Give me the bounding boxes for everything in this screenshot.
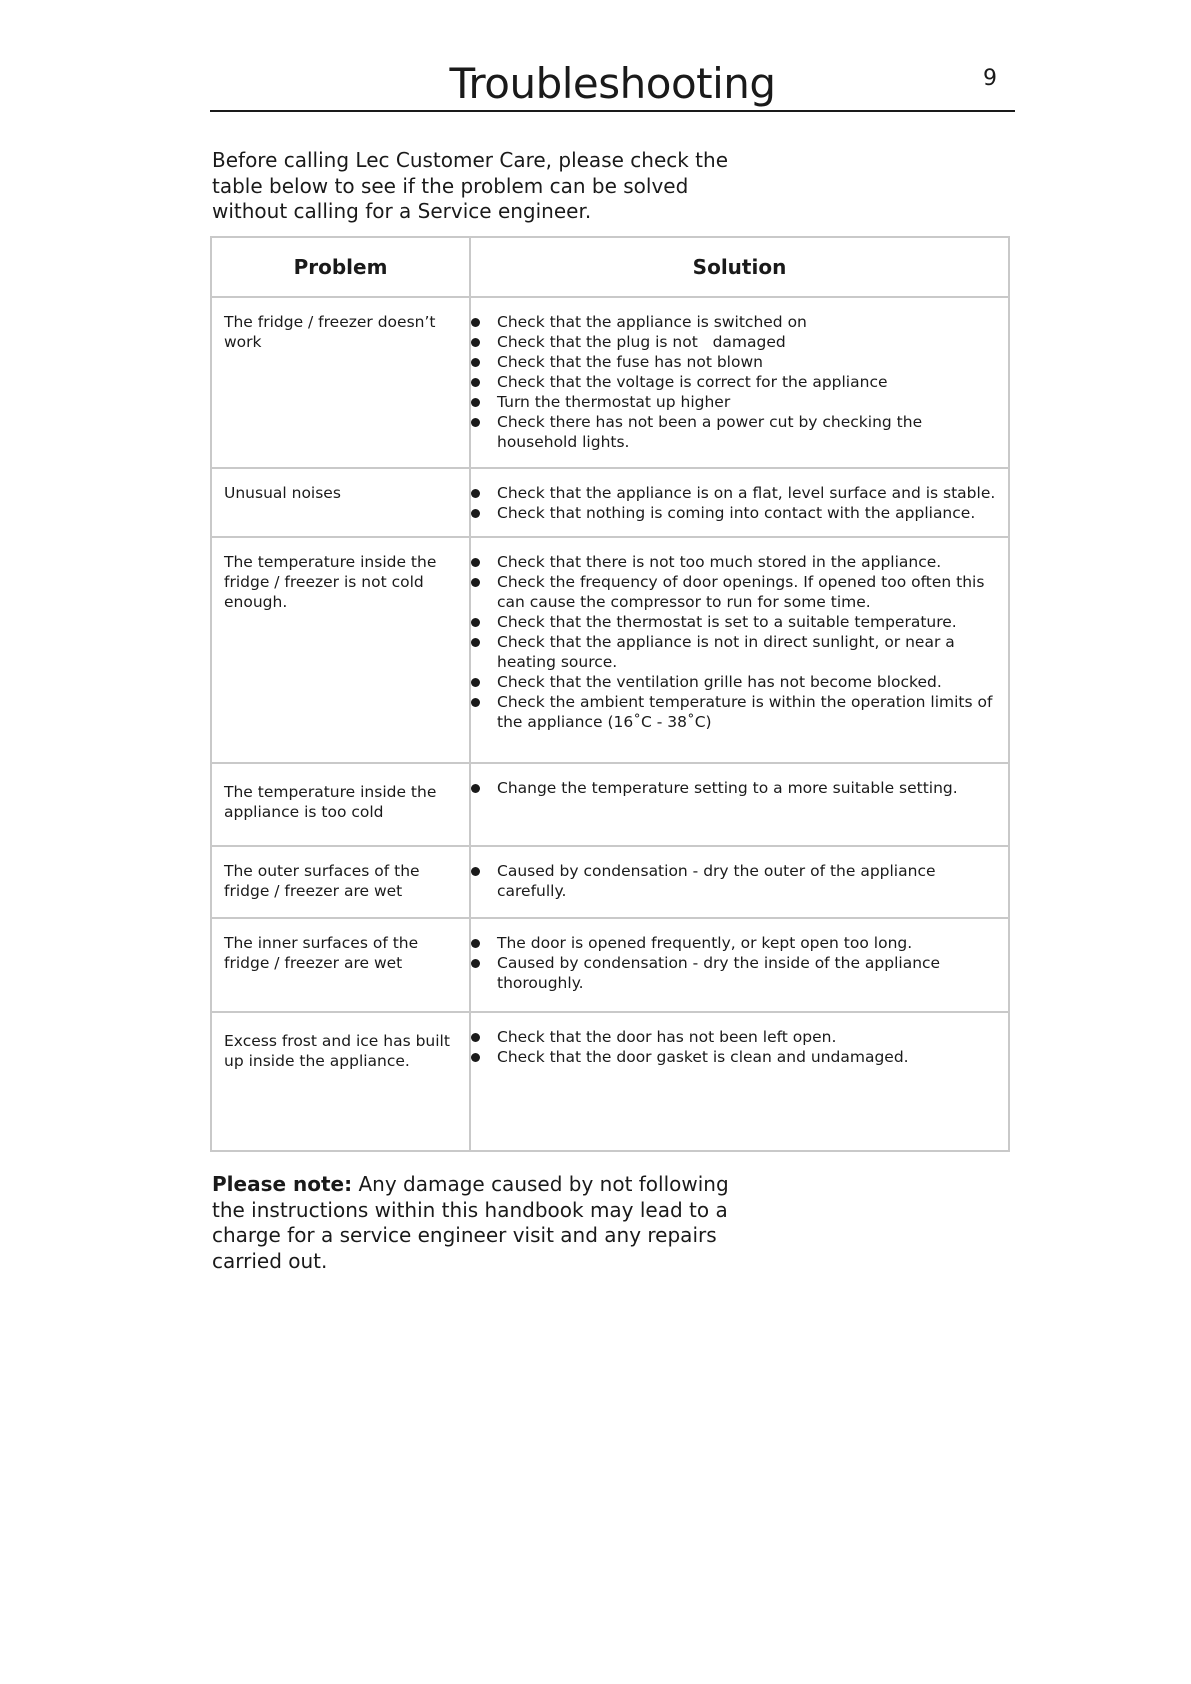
solution-text: Check that nothing is coming into contact with the appliance. bbox=[497, 504, 976, 522]
bullet-icon bbox=[471, 867, 480, 876]
solution-text: Check that the thermostat is set to a suitable temperature. bbox=[497, 613, 957, 631]
solution-text: Check that the door has not been left open. bbox=[497, 1028, 837, 1046]
problem-cell: The temperature inside the fridge / freezer is not cold enough. bbox=[211, 537, 470, 763]
solution-item bbox=[471, 1027, 1000, 1047]
solution-text: Check that the voltage is correct for the appliance bbox=[497, 373, 888, 391]
table-row bbox=[211, 918, 1009, 1012]
solution-item bbox=[471, 672, 1000, 692]
solution-text: Check that the door gasket is clean and undamaged. bbox=[497, 1048, 909, 1066]
solution-item bbox=[471, 312, 1000, 332]
solution-item bbox=[471, 372, 1000, 392]
solution-text: The door is opened frequently, or kept open too long. bbox=[497, 934, 913, 952]
problem-cell: Excess frost and ice has built up inside the appliance. bbox=[211, 1012, 470, 1151]
bullet-icon bbox=[471, 338, 480, 347]
solution-text: Caused by condensation - dry the inside of the appliance thoroughly. bbox=[497, 954, 941, 992]
bullet-icon bbox=[471, 1033, 480, 1042]
solution-cell bbox=[470, 846, 1009, 918]
solution-item bbox=[471, 412, 1000, 452]
solution-item bbox=[471, 953, 1000, 993]
problem-cell: Unusual noises bbox=[211, 468, 470, 537]
bullet-icon bbox=[471, 398, 480, 407]
bullet-icon bbox=[471, 618, 480, 627]
bullet-icon bbox=[471, 1053, 480, 1062]
solution-item bbox=[471, 503, 1000, 523]
problem-cell: The fridge / freezer doesn’t work bbox=[211, 297, 470, 468]
please-note-paragraph bbox=[212, 1172, 752, 1274]
page-number: 9 bbox=[983, 66, 997, 91]
problem-cell: The temperature inside the appliance is too cold bbox=[211, 763, 470, 846]
solution-cell bbox=[470, 297, 1009, 468]
page-title: Troubleshooting bbox=[449, 59, 776, 108]
table-header-row bbox=[211, 237, 1009, 297]
solution-cell bbox=[470, 468, 1009, 537]
bullet-icon bbox=[471, 678, 480, 687]
solution-item bbox=[471, 933, 1000, 953]
table-row bbox=[211, 297, 1009, 468]
table-row bbox=[211, 1012, 1009, 1151]
note-text: Any damage caused by not following the instructions within this handbook may lead to a charge for a service engineer visit and any repairs carried out. bbox=[212, 1172, 729, 1273]
solution-text: Check that the plug is not damaged bbox=[497, 333, 786, 351]
table-row bbox=[211, 763, 1009, 846]
solution-item bbox=[471, 392, 1000, 412]
solution-cell bbox=[470, 537, 1009, 763]
solution-text: Check that the appliance is on a flat, level surface and is stable. bbox=[497, 484, 996, 502]
solution-item bbox=[471, 352, 1000, 372]
problem-column-header: Problem bbox=[211, 237, 470, 297]
solution-cell bbox=[470, 918, 1009, 1012]
note-label: Please note: bbox=[212, 1172, 353, 1196]
bullet-icon bbox=[471, 378, 480, 387]
solution-item bbox=[471, 632, 1000, 672]
solution-text: Change the temperature setting to a more suitable setting. bbox=[497, 779, 958, 797]
solution-text: Check that there is not too much stored in the appliance. bbox=[497, 553, 942, 571]
solution-item bbox=[471, 778, 1000, 798]
solution-text: Check the frequency of door openings. If opened too often this can cause the compressor to run for some time. bbox=[497, 573, 985, 611]
page-header bbox=[210, 58, 1015, 112]
table-row bbox=[211, 537, 1009, 763]
bullet-icon bbox=[471, 939, 480, 948]
solution-list bbox=[471, 1027, 1000, 1067]
solution-text: Check there has not been a power cut by checking the household lights. bbox=[497, 413, 923, 451]
table-row bbox=[211, 468, 1009, 537]
solution-list bbox=[471, 483, 1000, 523]
solution-list bbox=[471, 552, 1000, 732]
solution-list bbox=[471, 933, 1000, 993]
solution-text: Check the ambient temperature is within the operation limits of the appliance (16˚C - 38˚C) bbox=[497, 693, 993, 731]
problem-cell: The outer surfaces of the fridge / freezer are wet bbox=[211, 846, 470, 918]
solution-item bbox=[471, 861, 1000, 901]
solution-text: Check that the appliance is switched on bbox=[497, 313, 807, 331]
bullet-icon bbox=[471, 578, 480, 587]
solution-item bbox=[471, 332, 1000, 352]
solution-item bbox=[471, 483, 1000, 503]
intro-paragraph: Before calling Lec Customer Care, please check the table below to see if the problem can be solved without calling for a Service engineer. bbox=[212, 148, 729, 223]
bullet-icon bbox=[471, 318, 480, 327]
solution-item bbox=[471, 572, 1000, 612]
solution-item bbox=[471, 552, 1000, 572]
solution-text: Check that the ventilation grille has not become blocked. bbox=[497, 673, 942, 691]
solution-text: Caused by condensation - dry the outer of the appliance carefully. bbox=[497, 862, 936, 900]
bullet-icon bbox=[471, 489, 480, 498]
solution-text: Check that the fuse has not blown bbox=[497, 353, 763, 371]
bullet-icon bbox=[471, 558, 480, 567]
table-row bbox=[211, 846, 1009, 918]
bullet-icon bbox=[471, 418, 480, 427]
solution-list bbox=[471, 861, 1000, 901]
problem-cell: The inner surfaces of the fridge / freezer are wet bbox=[211, 918, 470, 1012]
troubleshooting-table bbox=[210, 236, 1010, 1152]
solution-text: Turn the thermostat up higher bbox=[497, 393, 731, 411]
bullet-icon bbox=[471, 358, 480, 367]
solution-cell bbox=[470, 1012, 1009, 1151]
solution-column-header: Solution bbox=[470, 237, 1009, 297]
table-body bbox=[211, 297, 1009, 1151]
bullet-icon bbox=[471, 698, 480, 707]
bullet-icon bbox=[471, 509, 480, 518]
bullet-icon bbox=[471, 784, 480, 793]
solution-item bbox=[471, 692, 1000, 732]
solution-item bbox=[471, 612, 1000, 632]
solution-cell bbox=[470, 763, 1009, 846]
bullet-icon bbox=[471, 959, 480, 968]
solution-item bbox=[471, 1047, 1000, 1067]
solution-list bbox=[471, 778, 1000, 798]
solution-list bbox=[471, 312, 1000, 452]
bullet-icon bbox=[471, 638, 480, 647]
solution-text: Check that the appliance is not in direct sunlight, or near a heating source. bbox=[497, 633, 955, 671]
